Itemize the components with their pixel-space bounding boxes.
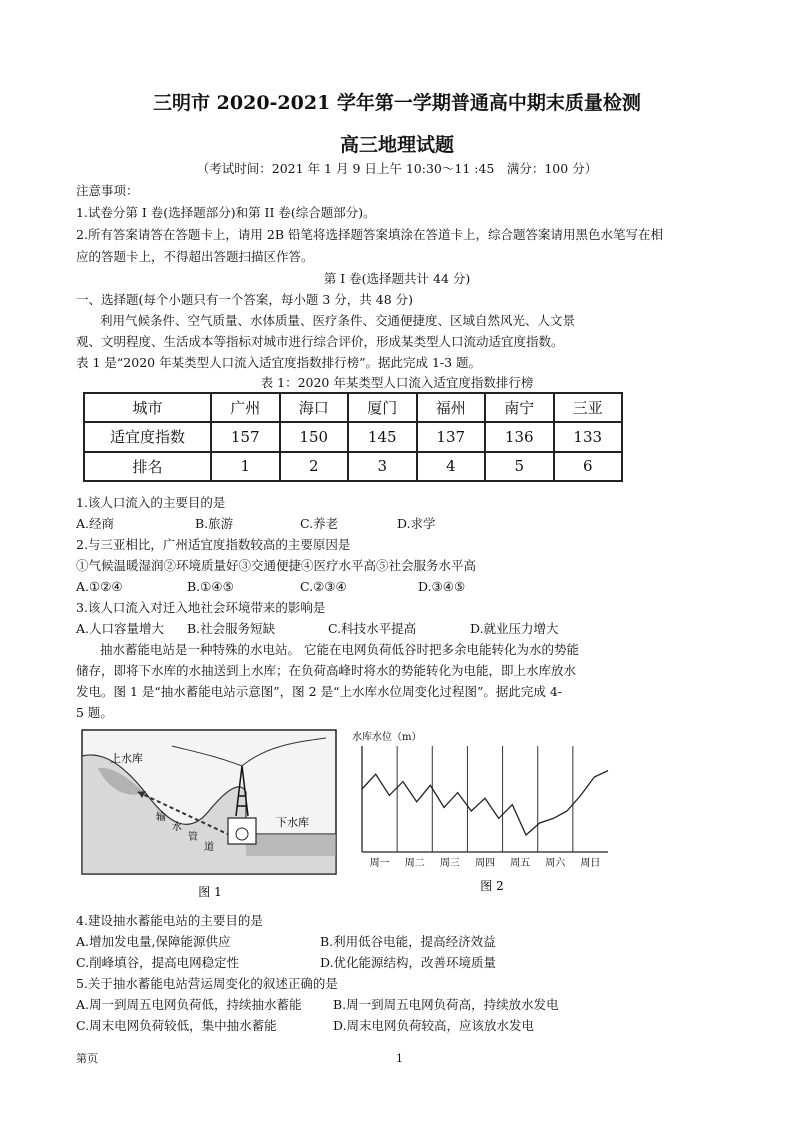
option: C.削峰填谷，提高电网稳定性 [76, 955, 240, 970]
option: A.①②④ [76, 579, 123, 594]
page-number: 1 [396, 1052, 403, 1065]
table-cell: 1 [211, 452, 280, 481]
water-level-chart [342, 726, 618, 902]
table-cell: 2 [280, 452, 349, 481]
figure1-caption: 图 1 [198, 885, 222, 899]
option: B.利用低谷电能，提高经济效益 [320, 934, 496, 949]
note-item: 应的答题卡上，不得超出答题扫描区作答。 [76, 249, 314, 264]
option: B.社会服务短缺 [187, 621, 276, 636]
water-level-line [362, 771, 608, 835]
table-cell: 海口 [280, 393, 349, 422]
day-tick-label: 周一 [369, 858, 390, 869]
notes-heading: 注意事项： [76, 183, 139, 198]
option: D.就业压力增大 [470, 621, 559, 636]
lower-reservoir-water [246, 834, 336, 856]
table-cell: 6 [554, 452, 623, 481]
table-cell: 南宁 [485, 393, 554, 422]
ranking-table [83, 392, 623, 482]
upper-reservoir-label: 上水库 [110, 752, 143, 765]
table-cell: 适宜度指数 [84, 422, 211, 451]
day-tick-label: 周日 [580, 858, 601, 869]
passage-line: 表 1 是“2020 年某类型人口流入适宜度指数排行榜”。据此完成 1-3 题。 [76, 355, 482, 370]
pipe-label-char: 道 [204, 842, 214, 853]
pipe-label-char: 输 [156, 812, 166, 823]
day-tick-label: 周四 [475, 858, 495, 869]
table-cell: 150 [280, 422, 349, 451]
table-caption: 表 1：2020 年某类型人口流入适宜度指数排行榜 [260, 375, 534, 390]
passage-line: 利用气候条件、空气质量、水体质量、医疗条件、交通便捷度、区域自然风光、人文景 [100, 313, 576, 328]
option: A.增加发电量,保障能源供应 [76, 934, 231, 949]
section-instruction: 一、选择题(每个小题只有一个答案，每小题 3 分，共 48 分) [76, 292, 414, 307]
passage-line: 储存，即将下水库的水抽送到上水库；在负荷高峰时将水的势能转化为电能，即上水库放水 [76, 663, 577, 678]
table-row [84, 393, 622, 422]
table-cell: 4 [417, 452, 486, 481]
option: C.周末电网负荷较低，集中抽水蓄能 [76, 1018, 277, 1033]
table-cell: 157 [211, 422, 280, 451]
table-cell: 3 [348, 452, 417, 481]
option: C.养老 [300, 516, 339, 531]
table-row [84, 452, 622, 481]
option: A.人口容量增大 [76, 621, 165, 636]
table-cell: 广州 [211, 393, 280, 422]
chart-ylabel: 水库水位（m） [352, 732, 422, 743]
pipe-label-char: 水 [172, 822, 182, 833]
option: A.经商 [76, 516, 115, 531]
table-cell: 133 [554, 422, 623, 451]
figure2-caption: 图 2 [480, 879, 504, 893]
table-cell: 福州 [417, 393, 486, 422]
question-sub: ①气候温暖湿润②环境质量好③交通便捷④医疗水平高⑤社会服务水平高 [76, 558, 477, 573]
passage-line: 观、文明程度、生活成本等指标对城市进行综合评价，形成某类型人口流动适宜度指数。 [76, 334, 564, 349]
option: C.科技水平提高 [328, 621, 417, 636]
section-title: 第 I 卷(选择题共计 44 分) [323, 271, 471, 286]
table-cell: 5 [485, 452, 554, 481]
table-cell: 145 [348, 422, 417, 451]
question-stem: 3.该人口流入对迁入地社会环境带来的影响是 [76, 600, 326, 615]
question-stem: 1.该人口流入的主要目的是 [76, 495, 226, 510]
day-tick-label: 周六 [545, 858, 566, 869]
table-cell: 厦门 [348, 393, 417, 422]
option: A.周一到周五电网负荷低，持续抽水蓄能 [76, 997, 302, 1012]
option: D.求学 [397, 516, 436, 531]
question-stem: 5.关于抽水蓄能电站营运周变化的叙述正确的是 [76, 976, 338, 991]
exam-info: （考试时间：2021 年 1 月 9 日上午 10:30～11 :45 满分：100 分） [196, 161, 598, 176]
footer-label: 第页 [76, 1052, 98, 1065]
day-tick-label: 周二 [404, 858, 425, 869]
table-cell: 三亚 [554, 393, 623, 422]
option: B.周一到周五电网负荷高，持续放水发电 [333, 997, 559, 1012]
passage-line: 发电。图 1 是“抽水蓄能电站示意图”，图 2 是“上水库水位周变化过程图”。据此完成 4- [76, 684, 563, 699]
table-cell: 城市 [84, 393, 211, 422]
option: C.②③④ [300, 579, 347, 594]
note-item: 1.试卷分第 I 卷(选择题部分)和第 II 卷(综合题部分)。 [76, 205, 376, 220]
passage-line: 5 题。 [76, 705, 113, 720]
option: B.旅游 [195, 516, 234, 531]
question-stem: 2.与三亚相比，广州适宜度指数较高的主要原因是 [76, 537, 351, 552]
lower-reservoir-label: 下水库 [276, 816, 309, 829]
passage-line: 抽水蓄能电站是一种特殊的水电站。 它能在电网负荷低谷时把多余电能转化为水的势能 [100, 642, 579, 657]
pumped-storage-diagram [76, 726, 342, 902]
day-tick-label: 周三 [439, 858, 460, 869]
paper-subtitle: 高三地理试题 [339, 134, 454, 156]
option: D.③④⑤ [418, 579, 466, 594]
day-tick-label: 周五 [510, 858, 531, 869]
option: D.周末电网负荷较高，应该放水发电 [333, 1018, 535, 1033]
table-cell: 136 [485, 422, 554, 451]
question-stem: 4.建设抽水蓄能电站的主要目的是 [76, 913, 263, 928]
option: D.优化能源结构，改善环境质量 [320, 955, 497, 970]
table-cell: 137 [417, 422, 486, 451]
note-item: 2.所有答案请答在答题卡上，请用 2B 铅笔将选择题答案填涂在答道卡上，综合题答案请用黑色水笔写在相 [76, 227, 664, 242]
paper-title: 三明市 2020-2021 学年第一学期普通高中期末质量检测 [153, 92, 641, 114]
table-cell: 排名 [84, 452, 211, 481]
pipe-label-char: 管 [188, 832, 198, 843]
option: B.①④⑤ [187, 579, 234, 594]
table-row [84, 422, 622, 451]
